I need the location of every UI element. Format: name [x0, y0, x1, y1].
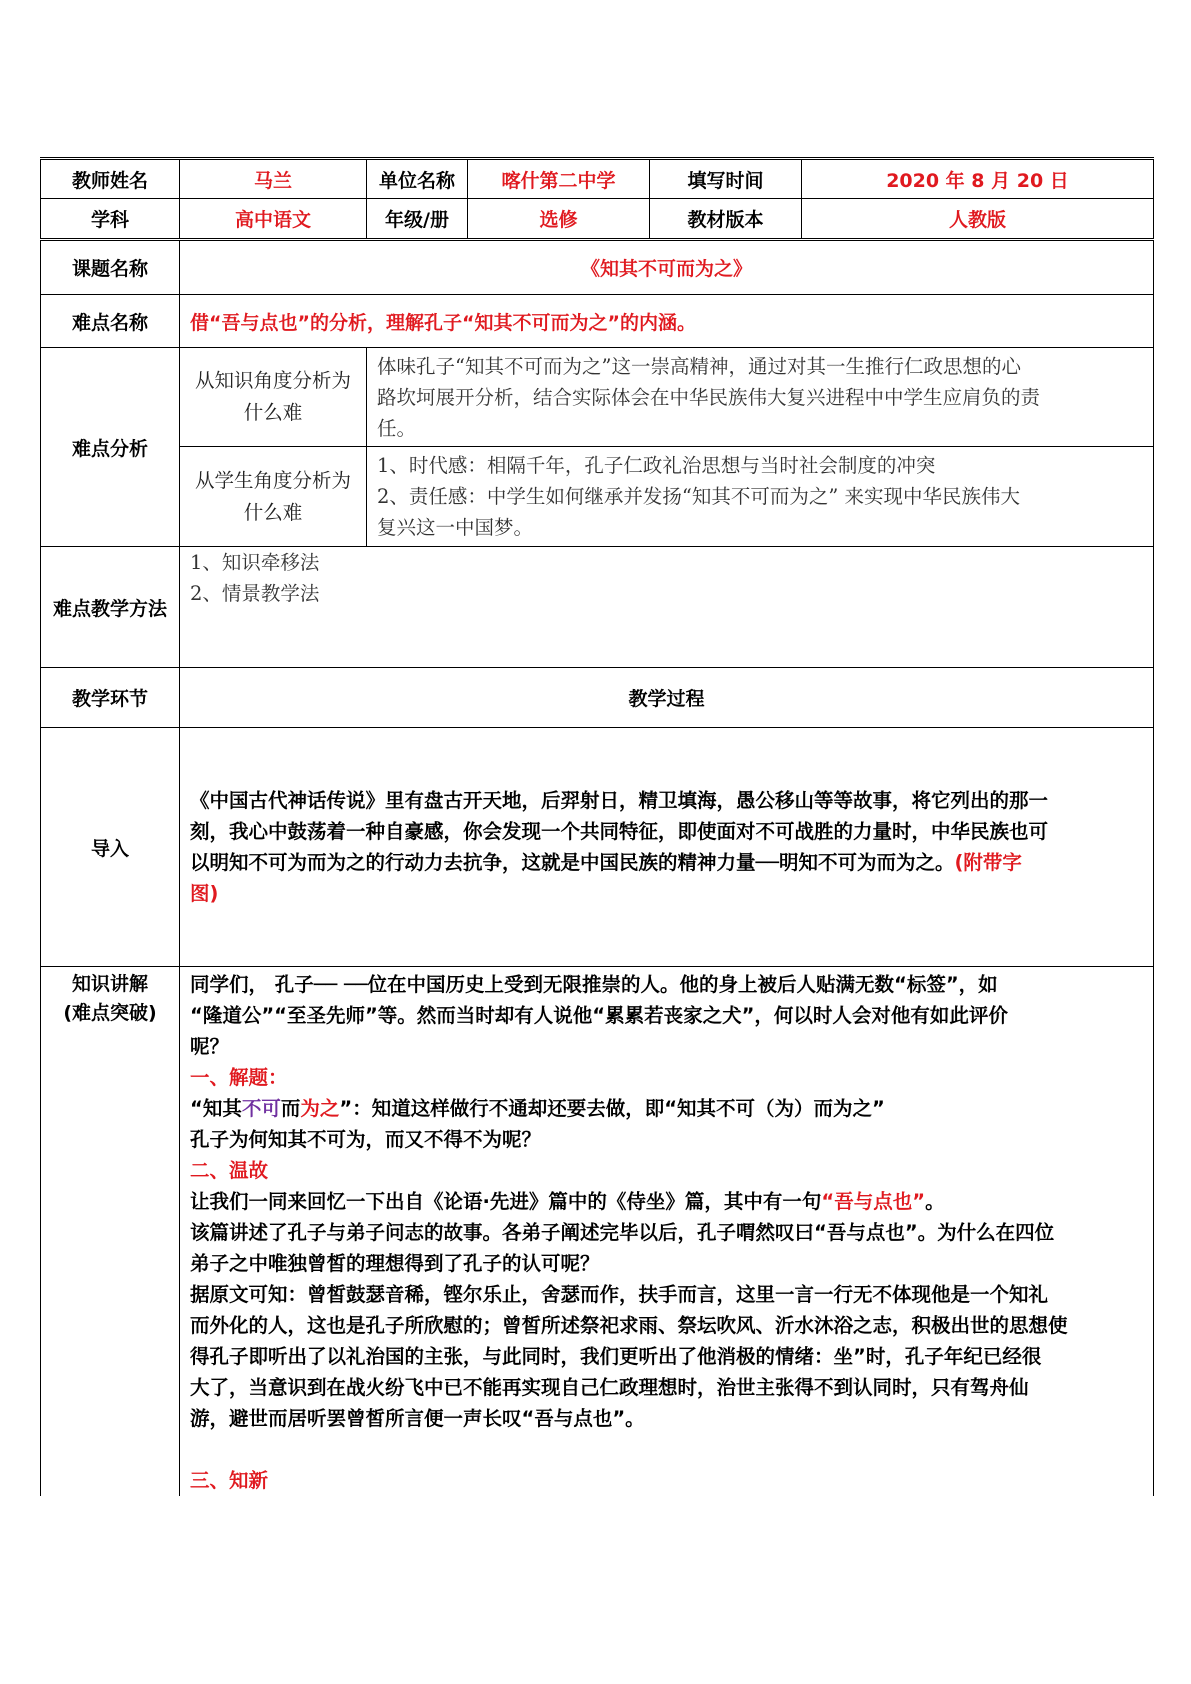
grade-label: 年级/册: [367, 199, 468, 240]
difficulty-label: 难点名称: [41, 295, 180, 348]
process-header-row: [41, 668, 1154, 728]
unit-value: 喀什第二中学: [468, 159, 650, 199]
analysis-student-label-line-1: 从学生角度分析为: [194, 468, 351, 492]
methods-item-1: 1、知识牵移法: [190, 551, 320, 574]
intro-line-2: 刻，我心中鼓荡着一种自豪感，你会发现一个共同特征，即使面对不可战胜的力量时，中华民族也可: [190, 820, 1049, 843]
analysis-row-student: [41, 447, 1154, 547]
teacher-label: 教师姓名: [41, 159, 180, 199]
process-label: 教学过程: [180, 668, 1154, 728]
section-2-line-6: 得孔子即听出了以礼治国的主张，与此同时，我们更听出了他消极的情绪：坐”时，孔子年纪已经很: [190, 1345, 1042, 1368]
topic-label: 课题名称: [41, 240, 180, 295]
intro-label: 导入: [41, 728, 180, 967]
section-1-quote-close: ”：知道这样做行不通却还要去做，即“知其不可（为）而为之”: [339, 1097, 885, 1120]
intro-line-3: [190, 847, 1153, 878]
lecture-label-line-2: (难点突破): [63, 1002, 157, 1024]
lecture-p1-line-2: “隆道公”“至圣先师”等。然而当时却有人说他“累累若丧家之犬”，何以时人会对他有如此评价: [190, 1004, 1008, 1027]
intro-text: [180, 728, 1154, 967]
analysis-student-label: [180, 447, 367, 547]
section-2-line-2: 该篇讲述了孔子与弟子问志的故事。各弟子阐述完毕以后，孔子喟然叹曰“吾与点也”。为什么在四位: [190, 1221, 1055, 1244]
difficulty-row: [41, 295, 1154, 348]
stage-label: 教学环节: [41, 668, 180, 728]
analysis-knowledge-label-line-2: 什么难: [243, 401, 303, 424]
section-2-line-3: 弟子之中唯独曾皙的理想得到了孔子的认可呢？: [190, 1252, 600, 1275]
teacher-value: 马兰: [180, 159, 367, 199]
methods-row: [41, 547, 1154, 668]
subject-label: 学科: [41, 199, 180, 240]
section-2-line-7: 大了，当意识到在战火纷飞中已不能再实现自己仁政理想时，治世主张得不到认同时，只有驾舟仙: [190, 1376, 1029, 1399]
section-1-quote-purple: 不可: [241, 1097, 281, 1120]
date-label: 填写时间: [650, 159, 802, 199]
intro-line-3-text: 以明知不可为而为之的行动力去抗争，这就是中国民族的精神力量──明知不可为而为之。: [190, 851, 955, 874]
lecture-row: [41, 967, 1154, 1497]
edition-value: 人教版: [802, 199, 1154, 240]
analysis-student-label-line-2: 什么难: [243, 500, 303, 524]
lesson-plan-table: [40, 157, 1154, 1496]
section-1-quote-open: “知其: [190, 1097, 242, 1120]
lecture-p1-line-1: 同学们， 孔子── ──位在中国历史上受到无限推崇的人。他的身上被后人贴满无数“标签”，如: [190, 973, 998, 996]
lecture-text: [180, 967, 1154, 1497]
lesson-plan-sheet: [40, 157, 1153, 1496]
edition-label: 教材版本: [650, 199, 802, 240]
section-2-line-4: 据原文可知：曾皙鼓瑟音稀，铿尔乐止，舍瑟而作，扶手而言，这里一言一行无不体现他是一个知礼: [190, 1283, 1049, 1306]
header-row-1: [41, 159, 1154, 199]
analysis-row-knowledge: [41, 348, 1154, 447]
methods-label: 难点教学方法: [41, 547, 180, 668]
analysis-knowledge-label: [180, 348, 367, 447]
section-1-line-2: 孔子为何知其不可为，而又不得不为呢？: [190, 1128, 542, 1151]
spacer: [190, 1434, 1153, 1465]
section-1-quote-mid: 而: [280, 1097, 301, 1120]
unit-label: 单位名称: [367, 159, 468, 199]
intro-row: [41, 728, 1154, 967]
topic-row: [41, 240, 1154, 295]
analysis-knowledge-line-2: 路坎坷展开分析，结合实际体会在中华民族伟大复兴进程中中学生应肩负的责: [377, 385, 1041, 409]
analysis-student-line-3: 复兴这一中国梦。: [377, 516, 534, 539]
section-1-heading: 一、解题：: [190, 1066, 288, 1089]
section-2-line-1: [190, 1186, 1153, 1217]
date-value: 2020 年 8 月 20 日: [802, 159, 1154, 199]
analysis-knowledge-text: [367, 348, 1154, 447]
analysis-student-line-1: 1、时代感：相隔千年，孔子仁政礼治思想与当时社会制度的冲突: [377, 454, 936, 477]
methods-item-2: 2、情景教学法: [190, 582, 320, 605]
lecture-label: [41, 967, 180, 1497]
analysis-knowledge-line-3: 任。: [377, 416, 417, 440]
section-2-line-1-end: 。: [925, 1190, 945, 1213]
section-2-line-1-quote: “吾与点也”: [821, 1190, 926, 1213]
difficulty-value: 借“吾与点也”的分析，理解孔子“知其不可而为之”的内涵。: [180, 295, 1154, 348]
subject-value: 高中语文: [180, 199, 367, 240]
section-1-quote-red: 为之: [300, 1097, 340, 1120]
intro-line-3-note: (附带字: [954, 851, 1022, 874]
intro-line-4-note: 图): [190, 882, 219, 905]
section-2-line-1-text: 让我们一同来回忆一下出自《论语·先进》篇中的《侍坐》篇，其中有一句: [190, 1190, 822, 1213]
section-2-line-5: 而外化的人，这也是孔子所欣慰的；曾皙所述祭祀求雨、祭坛吹风、沂水沐浴之志，积极出世的思想使: [190, 1314, 1068, 1337]
section-1-quote: [190, 1093, 1153, 1124]
header-row-2: [41, 199, 1154, 240]
analysis-student-line-2: 2、责任感：中学生如何继承并发扬“知其不可而为之” 来实现中华民族伟大: [377, 485, 1021, 508]
analysis-student-text: [367, 447, 1154, 547]
analysis-knowledge-line-1: 体味孔子“知其不可而为之”这一崇高精神，通过对其一生推行仁政思想的心: [377, 354, 1021, 378]
intro-line-1: 《中国古代神话传说》里有盘古开天地，后羿射日，精卫填海，愚公移山等等故事，将它列出的那一: [190, 789, 1049, 812]
section-2-heading: 二、温故: [190, 1159, 269, 1182]
methods-text: [180, 547, 1154, 668]
section-3-heading: 三、知新: [190, 1469, 269, 1492]
topic-value: 《知其不可而为之》: [180, 240, 1154, 295]
analysis-label: 难点分析: [41, 348, 180, 547]
lecture-p1-line-3: 呢？: [190, 1035, 230, 1058]
lecture-label-line-1: 知识讲解: [71, 973, 148, 995]
analysis-knowledge-label-line-1: 从知识角度分析为: [194, 369, 351, 392]
grade-value: 选修: [468, 199, 650, 240]
section-2-line-8: 游，避世而居听罢曾皙所言便一声长叹“吾与点也”。: [190, 1407, 645, 1430]
